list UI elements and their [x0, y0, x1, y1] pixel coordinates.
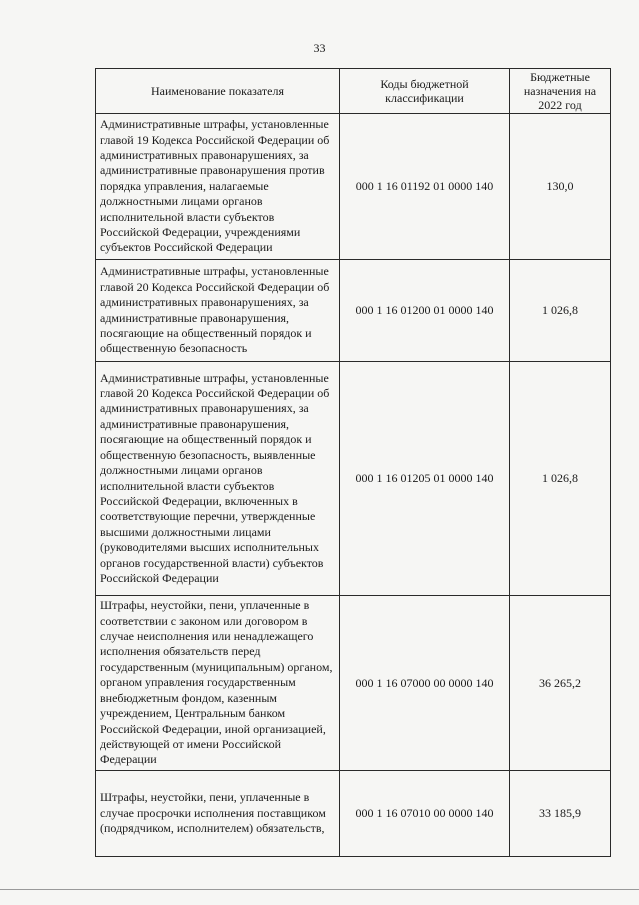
table-row	[96, 596, 611, 771]
row-amount: 130,0	[510, 114, 611, 260]
budget-table	[95, 68, 611, 857]
row-amount: 33 185,9	[510, 771, 611, 857]
table-row	[96, 114, 611, 260]
row-name: Административные штрафы, установленные главой 19 Кодекса Российской Федерации об административных правонарушениях, за административные правонарушения против порядка управления, налагаемые должностными лицами органов исполнительной власти субъектов Российской Федерации, учреждениями субъектов Российской Федерации	[96, 114, 340, 260]
table-row	[96, 771, 611, 857]
row-code: 000 1 16 07010 00 0000 140	[340, 771, 510, 857]
row-name: Штрафы, неустойки, пени, уплаченные в случае просрочки исполнения поставщиком (подрядчиком, исполнителем) обязательств,	[96, 771, 340, 857]
row-code: 000 1 16 01192 01 0000 140	[340, 114, 510, 260]
row-name: Административные штрафы, установленные главой 20 Кодекса Российской Федерации об административных правонарушениях, за административные правонарушения, посягающие на общественный порядок и общественную безопасность, выявленные должностными лицами органов исполнительной власти субъектов Российской Федерации, включенных в соответствующие перечни, утвержденные высшими должностными лицами (руководителями высших исполнительных органов государственной власти) субъектов Российской Федерации	[96, 362, 340, 596]
header-code: Коды бюджетной классификации	[340, 69, 510, 114]
page-number: 33	[313, 41, 326, 55]
table-header-row	[96, 69, 611, 114]
row-amount: 36 265,2	[510, 596, 611, 771]
table-row	[96, 362, 611, 596]
table-row	[96, 260, 611, 362]
row-code: 000 1 16 07000 00 0000 140	[340, 596, 510, 771]
page-bottom-edge	[0, 889, 639, 890]
row-code: 000 1 16 01205 01 0000 140	[340, 362, 510, 596]
header-name: Наименование показателя	[96, 69, 340, 114]
header-amount: Бюджетные назначения на 2022 год	[510, 69, 611, 114]
row-amount: 1 026,8	[510, 362, 611, 596]
row-amount: 1 026,8	[510, 260, 611, 362]
row-name: Штрафы, неустойки, пени, уплаченные в соответствии с законом или договором в случае неисполнения или ненадлежащего исполнения обязательств перед государственным (муниципальным) органом, органом управления государственным внебюджетным фондом, казенным учреждением, Центральным банком Российской Федерации, иной организацией, действующей от имени Российской Федерации	[96, 596, 340, 771]
row-name: Административные штрафы, установленные главой 20 Кодекса Российской Федерации об административных правонарушениях, за административные правонарушения, посягающие на общественный порядок и общественную безопасность	[96, 260, 340, 362]
row-code: 000 1 16 01200 01 0000 140	[340, 260, 510, 362]
